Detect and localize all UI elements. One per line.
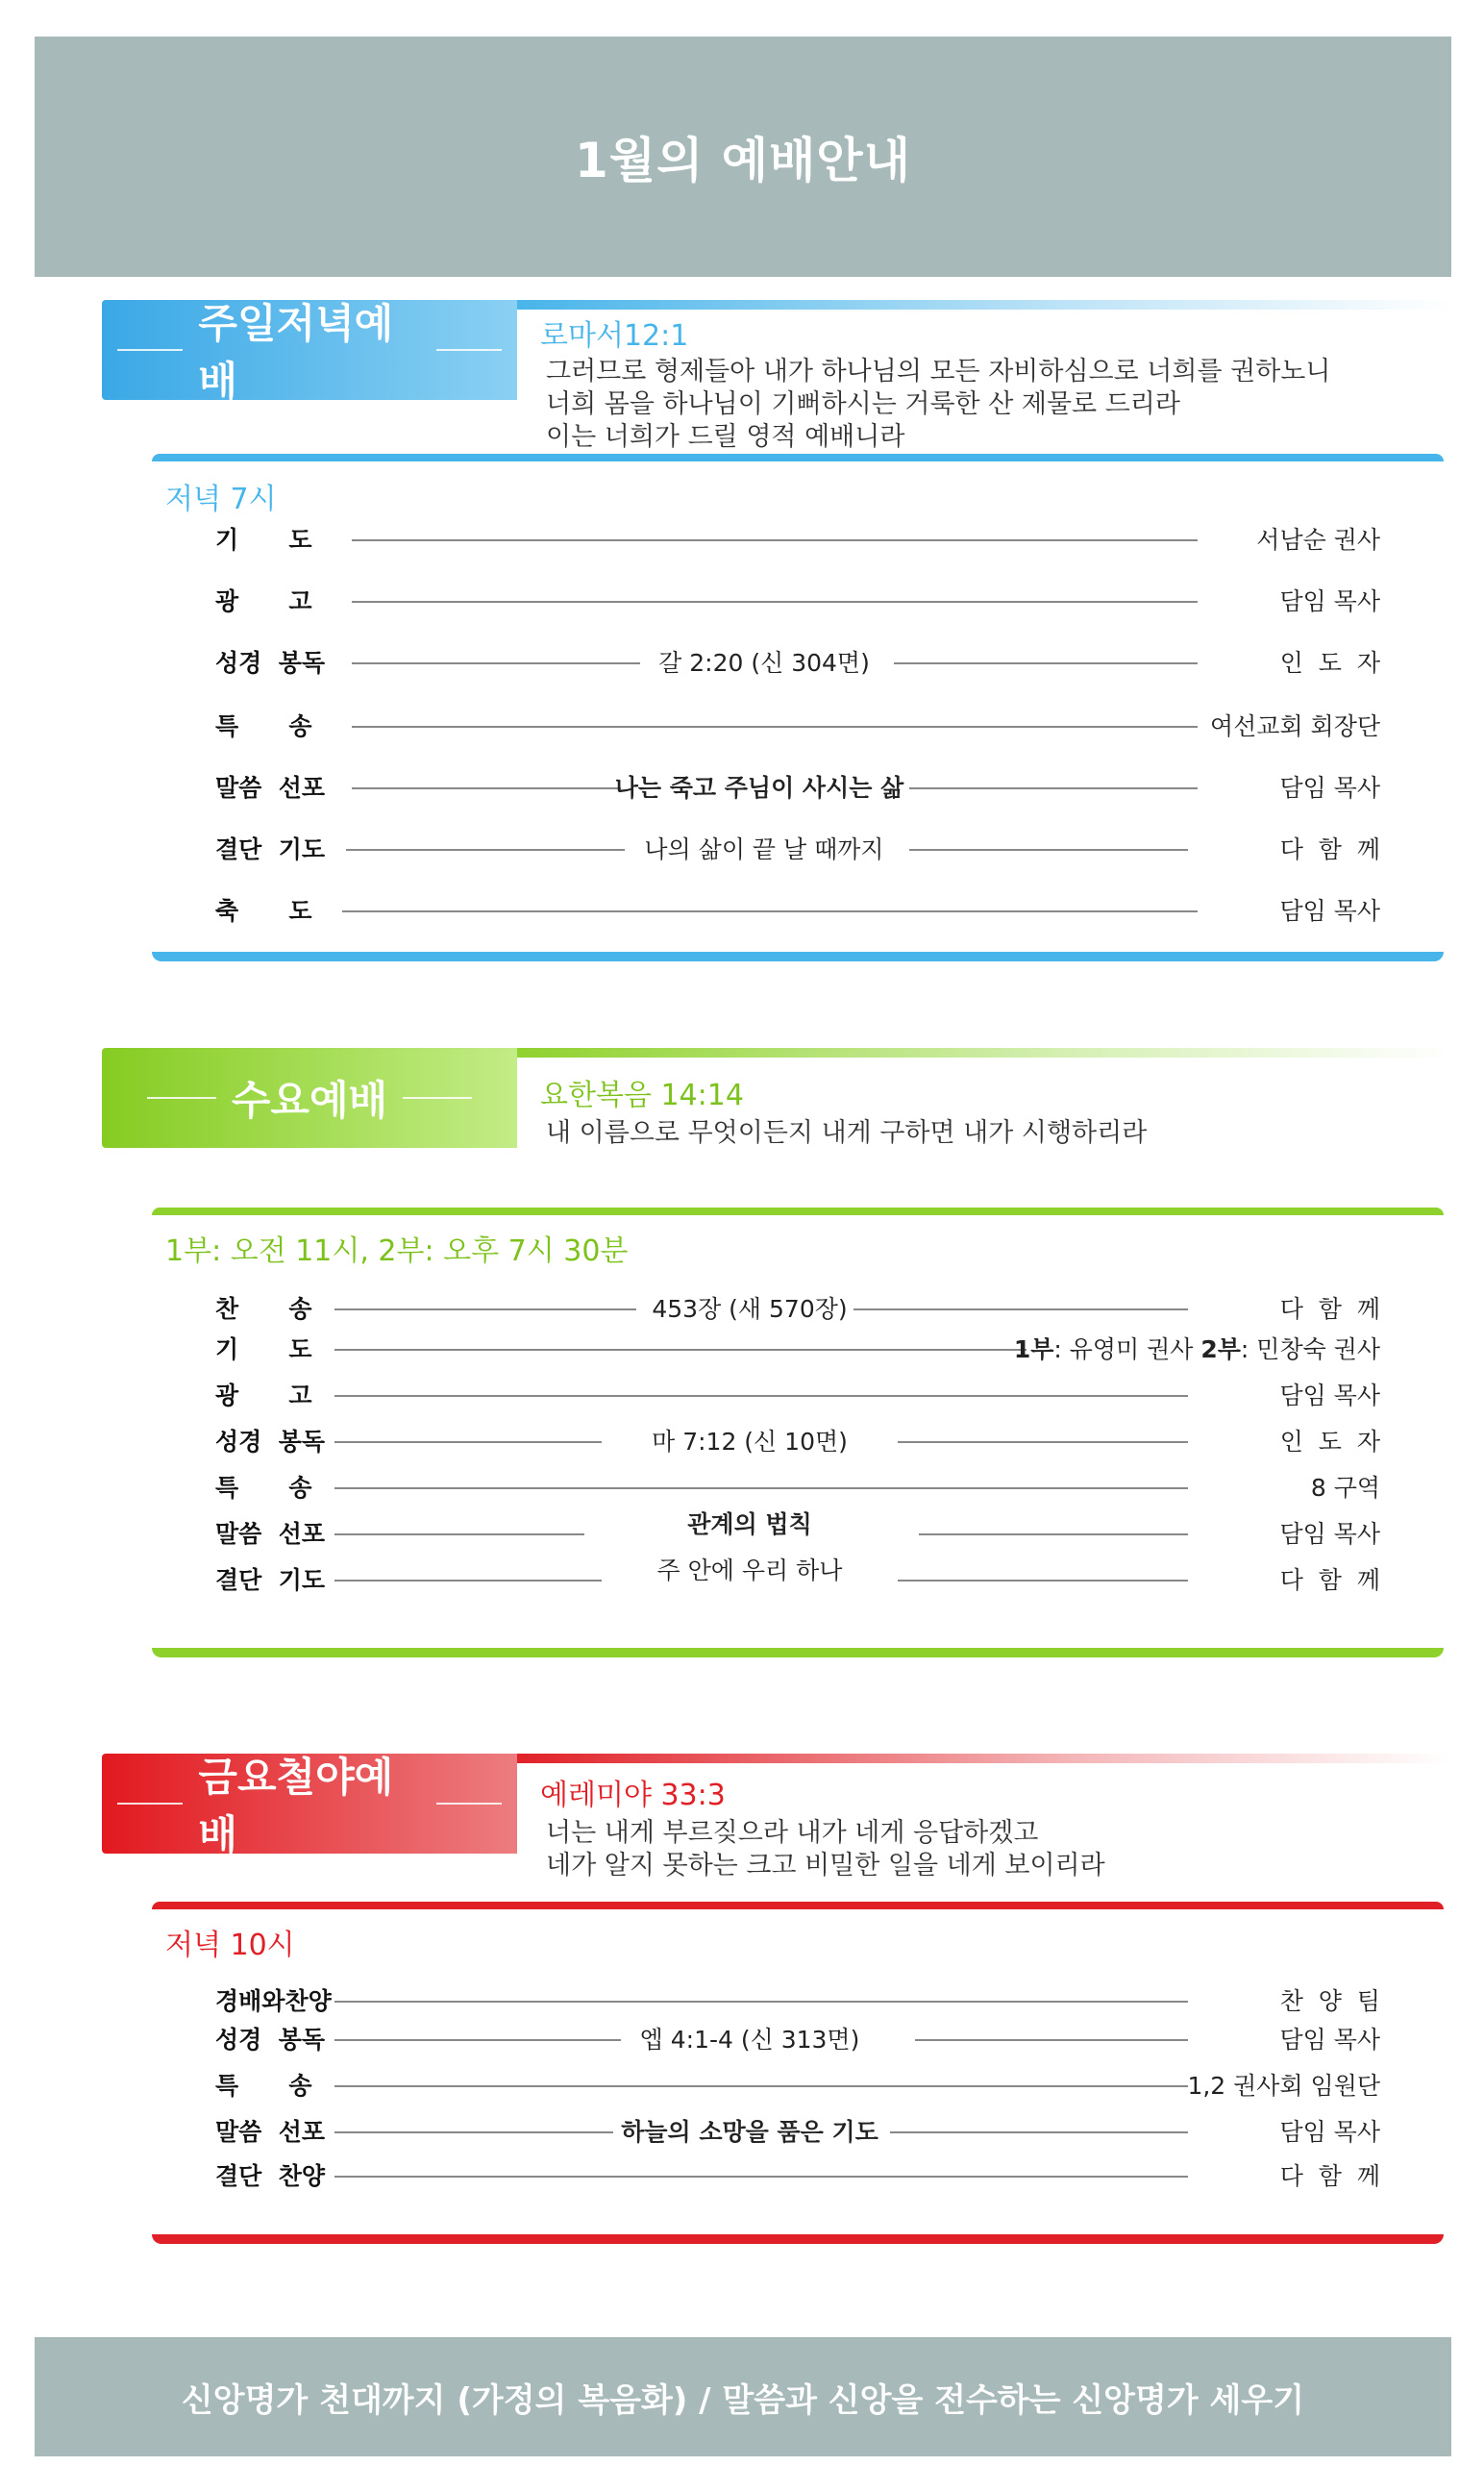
order-label: 경배와찬양 (215, 1987, 332, 2015)
frame-bottom (152, 952, 1444, 961)
frame-bottom (152, 1648, 1444, 1657)
verse-line: 네가 알지 못하는 크고 비밀한 일을 네게 보이리라 (546, 1851, 1105, 1881)
order-leader: 담임 목사 (1279, 1382, 1380, 1409)
order-row (0, 1469, 1484, 1507)
order-content: 나의 삶이 끝 날 때까지 (644, 835, 884, 863)
section-title: 주일저녁예배 (198, 300, 394, 405)
order-row (0, 1557, 1484, 1600)
order-label: 축 도 (215, 897, 312, 925)
order-row (0, 521, 1484, 560)
service-time: 저녁 7시 (165, 483, 277, 516)
order-row (0, 2067, 1484, 2105)
order-leader: 담임 목사 (1279, 897, 1380, 925)
order-label: 광 고 (215, 1382, 312, 1409)
order-leader: 여선교회 회장단 (1210, 712, 1380, 740)
order-leader: 1부: 유영미 권사 2부: 민창숙 권사 (1013, 1335, 1380, 1363)
order-row (0, 769, 1484, 808)
order-label: 말씀 선포 (215, 2118, 326, 2146)
order-label: 특 송 (215, 712, 312, 740)
frame-bottom (152, 2234, 1444, 2244)
sermon-title: 나는 죽고 주님이 사시는 삶 (614, 774, 904, 802)
frame-top (152, 1208, 1444, 1215)
order-leader: 다 함 께 (1279, 2162, 1380, 2190)
order-row (0, 831, 1484, 869)
order-label: 특 송 (215, 2072, 312, 2100)
order-label: 기 도 (215, 1335, 312, 1363)
service-time: 1부: 오전 11시, 2부: 오후 7시 30분 (165, 1234, 629, 1268)
order-leader: 8 구역 (1310, 1474, 1380, 1502)
order-label: 성경 봉독 (215, 649, 326, 677)
order-label: 성경 봉독 (215, 2026, 326, 2054)
order-leader: 서남순 권사 (1256, 526, 1380, 554)
order-leader: 다 함 께 (1279, 1566, 1380, 1594)
verse-line: 이는 너희가 드릴 영적 예배니라 (546, 422, 905, 452)
section-title: 수요예배 (231, 1077, 388, 1124)
order-label: 결단 기도 (215, 1566, 326, 1594)
order-content: 453장 (새 570장) (652, 1295, 848, 1323)
verse-line: 내 이름으로 무엇이든지 내게 구하면 내가 시행하리라 (546, 1118, 1148, 1148)
verse-reference: 요한복음 14:14 (540, 1079, 744, 1112)
order-leader: 담임 목사 (1279, 587, 1380, 615)
order-leader: 인 도 자 (1279, 649, 1380, 677)
order-leader: 담임 목사 (1279, 2118, 1380, 2146)
frame-top (152, 1902, 1444, 1909)
order-leader: 인 도 자 (1279, 1428, 1380, 1456)
order-row (0, 1290, 1484, 1329)
order-leader: 담임 목사 (1279, 774, 1380, 802)
order-leader: 다 함 께 (1279, 1295, 1380, 1323)
order-leader: 다 함 께 (1279, 835, 1380, 863)
order-row (0, 1510, 1484, 1554)
order-row (0, 2157, 1484, 2196)
order-content: 주 안에 우리 하나 (656, 1557, 843, 1584)
order-label: 말씀 선포 (215, 1520, 326, 1548)
verse-reference: 예레미야 33:3 (540, 1779, 726, 1812)
order-label: 성경 봉독 (215, 1428, 326, 1456)
order-row (0, 1423, 1484, 1461)
order-leader: 담임 목사 (1279, 2026, 1380, 2054)
order-leader: 담임 목사 (1279, 1520, 1380, 1548)
order-label: 광 고 (215, 587, 312, 615)
header-strip (509, 300, 1451, 310)
order-content: 마 7:12 (신 10면) (652, 1428, 848, 1456)
section-badge (102, 1048, 517, 1148)
sermon-title: 관계의 법칙 (687, 1510, 812, 1538)
order-row (0, 644, 1484, 683)
order-row (0, 1331, 1484, 1369)
order-row (0, 708, 1484, 746)
order-label: 말씀 선포 (215, 774, 326, 802)
verse-line: 너는 내게 부르짖으라 내가 네게 응답하겠고 (546, 1818, 1039, 1848)
order-label: 찬 송 (215, 1295, 312, 1323)
order-row (0, 892, 1484, 931)
verse-reference: 로마서12:1 (540, 319, 689, 353)
order-row (0, 2021, 1484, 2059)
order-label: 결단 찬양 (215, 2162, 326, 2190)
order-content: 엡 4:1-4 (신 313면) (639, 2026, 860, 2054)
section-badge (102, 1754, 517, 1858)
order-content: 갈 2:20 (신 304면) (658, 649, 870, 677)
order-label: 특 송 (215, 1474, 312, 1502)
page-title: 1월의 예배안내 (35, 37, 1451, 277)
order-row (0, 2113, 1484, 2152)
service-time: 저녁 10시 (165, 1929, 295, 1962)
footer-motto: 신앙명가 천대까지 (가정의 복음화) / 말씀과 신앙을 전수하는 신앙명가 세우기 (35, 2337, 1451, 2456)
order-leader: 1,2 권사회 임원단 (1187, 2072, 1380, 2100)
section-badge (102, 300, 517, 405)
order-row (0, 583, 1484, 621)
header-strip (509, 1048, 1451, 1058)
section-title: 금요철야예배 (198, 1754, 394, 1858)
order-row (0, 1377, 1484, 1415)
verse-line: 너희 몸을 하나님이 기뻐하시는 거룩한 산 제물로 드리라 (546, 389, 1180, 419)
sermon-title: 하늘의 소망을 품은 기도 (621, 2118, 878, 2146)
frame-top (152, 454, 1444, 461)
order-label: 기 도 (215, 526, 312, 554)
verse-line: 그러므로 형제들아 내가 하나님의 모든 자비하심으로 너희를 권하노니 (546, 357, 1331, 386)
order-leader: 찬 양 팀 (1279, 1987, 1380, 2015)
header-strip (509, 1754, 1451, 1763)
order-row (0, 1982, 1484, 2021)
order-label: 결단 기도 (215, 835, 326, 863)
